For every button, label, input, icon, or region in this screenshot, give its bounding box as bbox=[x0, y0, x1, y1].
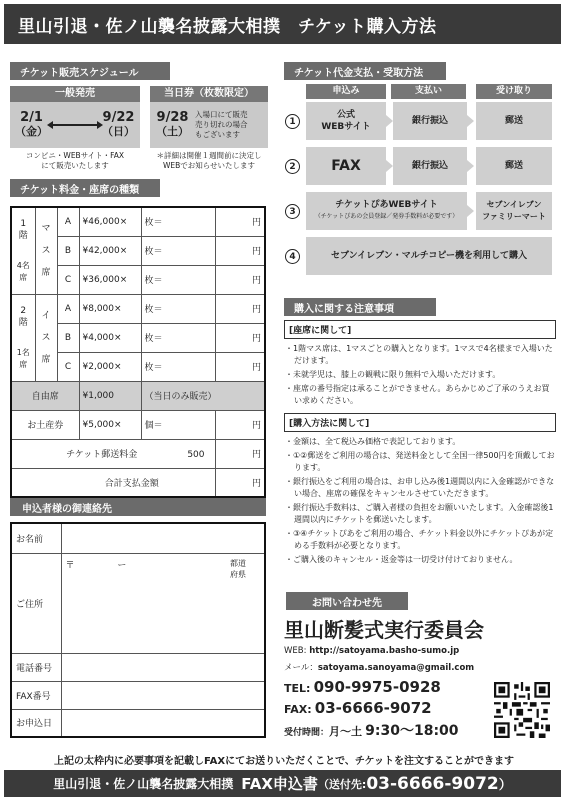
list-item: ・①②郵送をご利用の場合は、発送料金として全国一律500円を頂戴しております。 bbox=[285, 451, 555, 472]
col-receive: 受け取り bbox=[476, 84, 552, 99]
masu-floor-cell: 1 階 4名席 bbox=[11, 207, 35, 294]
hours-line: 受付時間：月〜土 9:30〜18:00 bbox=[284, 723, 459, 739]
method-notes-head: [購入方法に関して] bbox=[284, 413, 556, 432]
phone-label: 電話番号 bbox=[11, 653, 61, 681]
price-cell: ¥46,000× bbox=[79, 207, 141, 236]
table-row bbox=[11, 523, 265, 553]
web-link[interactable]: http://satoyama.basho-sumo.jp bbox=[309, 646, 460, 656]
method-1-receive: 郵送 bbox=[476, 102, 552, 140]
method-2-number: 2 bbox=[285, 159, 300, 174]
postal-dash: ー bbox=[117, 560, 127, 571]
end-date: 9/22 bbox=[102, 110, 135, 125]
footer-close: ） bbox=[498, 778, 512, 793]
jiyu-label: 自由席 bbox=[11, 381, 79, 410]
sameday-label: 当日券（枚数限定） bbox=[150, 86, 268, 102]
table-row-total bbox=[11, 468, 265, 497]
method-3-apply: チケットぴあWEBサイト （チケットぴあの会員登録／発券手数料が必要です） bbox=[306, 192, 467, 230]
arrow-icon bbox=[467, 160, 474, 172]
date-label: お申込日 bbox=[11, 709, 61, 737]
general-sale-note: コンビニ・WEBサイト・FAX にて販売いたします bbox=[25, 151, 125, 170]
prices-header: チケット料金・座席の種類 bbox=[10, 179, 160, 197]
sameday-text: 入場口にて販売 売り切れの場合 もございます bbox=[195, 110, 248, 139]
fax-field[interactable] bbox=[61, 681, 265, 709]
org-name: 里山断髪式実行委員会 bbox=[284, 618, 484, 642]
list-item: ・銀行振込手数料は、ご購入者様の負担をお願いいたします。入金確認後1週間以内にチケットを郵送いたします。 bbox=[285, 503, 554, 524]
table-row-jiyu bbox=[11, 381, 265, 410]
seat-notes-list bbox=[284, 343, 556, 407]
contact-form bbox=[10, 522, 266, 738]
price-cell: ¥2,000× bbox=[79, 352, 141, 381]
footer-title: 里山引退・佐ノ山襲名披露大相撲 bbox=[53, 777, 234, 791]
isu-seat-cell: イ ス 席 bbox=[35, 294, 57, 381]
list-item: ・③④チケットぴあをご利用の場合、チケット料金以外にチケットぴあが定める手数料が必要となります。 bbox=[285, 529, 554, 550]
jiyu-price: ¥1,000 bbox=[79, 381, 141, 410]
end-day: （日） bbox=[102, 125, 135, 138]
qr-code-icon bbox=[494, 682, 550, 738]
contact-form-header: 申込者様の御連絡先 bbox=[10, 498, 266, 516]
table-row bbox=[11, 653, 265, 681]
isu-floor-cell: 2 階 1名席 bbox=[11, 294, 35, 381]
col-apply: 申込み bbox=[306, 84, 386, 99]
prefecture-label: 都道 府県 bbox=[230, 558, 246, 579]
footer-send-label: （送付先: bbox=[317, 777, 367, 791]
mail-link[interactable]: satoyama.sanoyama@gmail.com bbox=[317, 663, 475, 673]
method-4-apply: セブンイレブン・マルチコピー機を利用して購入 bbox=[306, 237, 552, 275]
method-2-receive: 郵送 bbox=[476, 147, 552, 185]
amount-cell[interactable]: 円 bbox=[215, 265, 265, 294]
list-item: ・未就学児は、膝上の観戦に限り無料で入場いただけます。 bbox=[285, 370, 501, 379]
method-3-receive: セブンイレブン ファミリーマート bbox=[476, 192, 552, 230]
footer-bar bbox=[4, 770, 561, 797]
method-1-pay: 銀行振込 bbox=[393, 102, 467, 140]
fax-number: 03-6666-9072 bbox=[314, 699, 432, 717]
qty-cell[interactable]: 枚＝ bbox=[141, 323, 215, 352]
masu-seat-cell: マ ス 席 bbox=[35, 207, 57, 294]
range-arrow-icon bbox=[52, 124, 98, 126]
qty-cell[interactable]: 枚＝ bbox=[141, 294, 215, 323]
postage-unit: 円 bbox=[215, 439, 265, 468]
sameday-day: （土） bbox=[156, 125, 189, 138]
grade-cell: C bbox=[57, 352, 79, 381]
grade-cell: C bbox=[57, 265, 79, 294]
postal-mark: 〒 bbox=[65, 560, 75, 571]
amount-cell[interactable]: 円 bbox=[215, 294, 265, 323]
method-1-apply: 公式 WEBサイト bbox=[306, 102, 386, 140]
list-item: ・座席の番号指定は承ることができません。あらかじめご了承のうえお買い求めください。 bbox=[285, 384, 550, 405]
postage-value: 500 bbox=[187, 450, 205, 460]
postage-label-cell: チケット郵送料金 500 bbox=[11, 439, 215, 468]
bottom-instruction: 上記の太枠内に必要事項を記載しFAXにてお送りいただくことで、チケットを注文することができます bbox=[53, 756, 515, 767]
price-cell: ¥36,000× bbox=[79, 265, 141, 294]
price-cell: ¥42,000× bbox=[79, 236, 141, 265]
notes-header: 購入に関する注意事項 bbox=[284, 298, 436, 316]
start-date: 2/1 bbox=[20, 110, 43, 125]
list-item: ・金額は、全て税込み価格で表記しております。 bbox=[285, 437, 461, 446]
method-3-number: 3 bbox=[285, 204, 300, 219]
table-row bbox=[11, 709, 265, 737]
fax-label: FAX番号 bbox=[11, 681, 61, 709]
arrow-icon bbox=[386, 160, 393, 172]
grade-cell: A bbox=[57, 294, 79, 323]
arrow-icon bbox=[386, 115, 393, 127]
amount-cell[interactable]: 円 bbox=[215, 207, 265, 236]
amount-cell[interactable]: 円 bbox=[215, 236, 265, 265]
gift-qty[interactable]: 個＝ bbox=[141, 410, 215, 439]
mail-line: メール：satoyama.sanoyama@gmail.com bbox=[284, 663, 475, 673]
sameday-sale-block bbox=[150, 86, 268, 171]
arrow-icon bbox=[467, 205, 474, 217]
grade-cell: B bbox=[57, 236, 79, 265]
seat-notes-head: [座席に関して] bbox=[284, 320, 556, 339]
qty-cell[interactable]: 枚＝ bbox=[141, 207, 215, 236]
tel-line: TEL: 090-9975-0928 bbox=[284, 678, 441, 696]
sameday-date: 9/28 bbox=[156, 110, 189, 125]
tel-number: 090-9975-0928 bbox=[313, 678, 441, 696]
method-2-pay: 銀行振込 bbox=[393, 147, 467, 185]
start-day: （金） bbox=[15, 125, 48, 138]
total-label: 合計支払金額 bbox=[11, 468, 215, 497]
method-notes-list bbox=[284, 436, 556, 566]
sameday-box bbox=[150, 102, 268, 148]
qty-cell[interactable]: 枚＝ bbox=[141, 265, 215, 294]
gift-label: お土産券 bbox=[11, 410, 79, 439]
general-sale-label: 一般発売 bbox=[10, 86, 140, 102]
method-2-apply: FAX bbox=[306, 147, 386, 185]
price-cell: ¥4,000× bbox=[79, 323, 141, 352]
payment-header: チケット代金支払・受取方法 bbox=[284, 62, 446, 80]
footer-fax-number: 03-6666-9072 bbox=[366, 773, 499, 794]
qty-cell[interactable]: 枚＝ bbox=[141, 352, 215, 381]
price-cell: ¥8,000× bbox=[79, 294, 141, 323]
qty-cell[interactable]: 枚＝ bbox=[141, 236, 215, 265]
price-table bbox=[10, 206, 266, 498]
method-1-number: 1 bbox=[285, 114, 300, 129]
table-row-gift bbox=[11, 410, 265, 439]
inquiry-header: お問い合わせ先 bbox=[286, 592, 408, 610]
method-4-number: 4 bbox=[285, 249, 300, 264]
amount-cell[interactable]: 円 bbox=[215, 352, 265, 381]
general-sale-dates bbox=[10, 102, 140, 148]
table-row bbox=[11, 207, 265, 236]
web-line: WEB: http://satoyama.basho-sumo.jp bbox=[284, 646, 460, 656]
footer-fax-label: FAX申込書 bbox=[241, 775, 318, 793]
grade-cell: A bbox=[57, 207, 79, 236]
sameday-note: ＊詳細は開催１週間前に決定し WEBでお知らせいたします bbox=[156, 151, 262, 170]
table-row-postage bbox=[11, 439, 265, 468]
arrow-icon bbox=[467, 115, 474, 127]
table-row bbox=[11, 294, 265, 323]
fax-line: FAX: 03-6666-9072 bbox=[284, 699, 432, 717]
notes-section bbox=[284, 320, 556, 568]
gift-price: ¥5,000× bbox=[79, 410, 141, 439]
address-label: ご住所 bbox=[11, 553, 61, 653]
schedule-header: チケット販売スケジュール bbox=[10, 62, 170, 80]
list-item: ・1階マス席は、1マスごとの購入となります。1マスで4名様まで入場いただけます。 bbox=[285, 344, 553, 365]
table-row bbox=[11, 681, 265, 709]
amount-cell[interactable]: 円 bbox=[215, 323, 265, 352]
gift-amount[interactable]: 円 bbox=[215, 410, 265, 439]
name-field[interactable] bbox=[61, 523, 265, 553]
jiyu-note: （当日のみ販売） bbox=[141, 381, 265, 410]
total-amount[interactable]: 円 bbox=[215, 468, 265, 497]
name-label: お名前 bbox=[11, 523, 61, 553]
grade-cell: B bbox=[57, 323, 79, 352]
general-sale-block bbox=[10, 86, 140, 171]
date-field[interactable] bbox=[61, 709, 265, 737]
list-item: ・ご購入後のキャンセル・返金等は一切受け付けておりません。 bbox=[285, 555, 518, 564]
col-pay: 支払い bbox=[391, 84, 466, 99]
list-item: ・銀行振込をご利用の場合は、お申し込み後1週間以内に入金確認ができない場合、座席の確保をキャンセルさせていただきます。 bbox=[285, 477, 555, 498]
phone-field[interactable] bbox=[61, 653, 265, 681]
page-title: 里山引退・佐ノ山襲名披露大相撲 チケット購入方法 bbox=[4, 4, 561, 44]
table-row bbox=[11, 553, 265, 653]
address-field[interactable] bbox=[61, 553, 265, 653]
